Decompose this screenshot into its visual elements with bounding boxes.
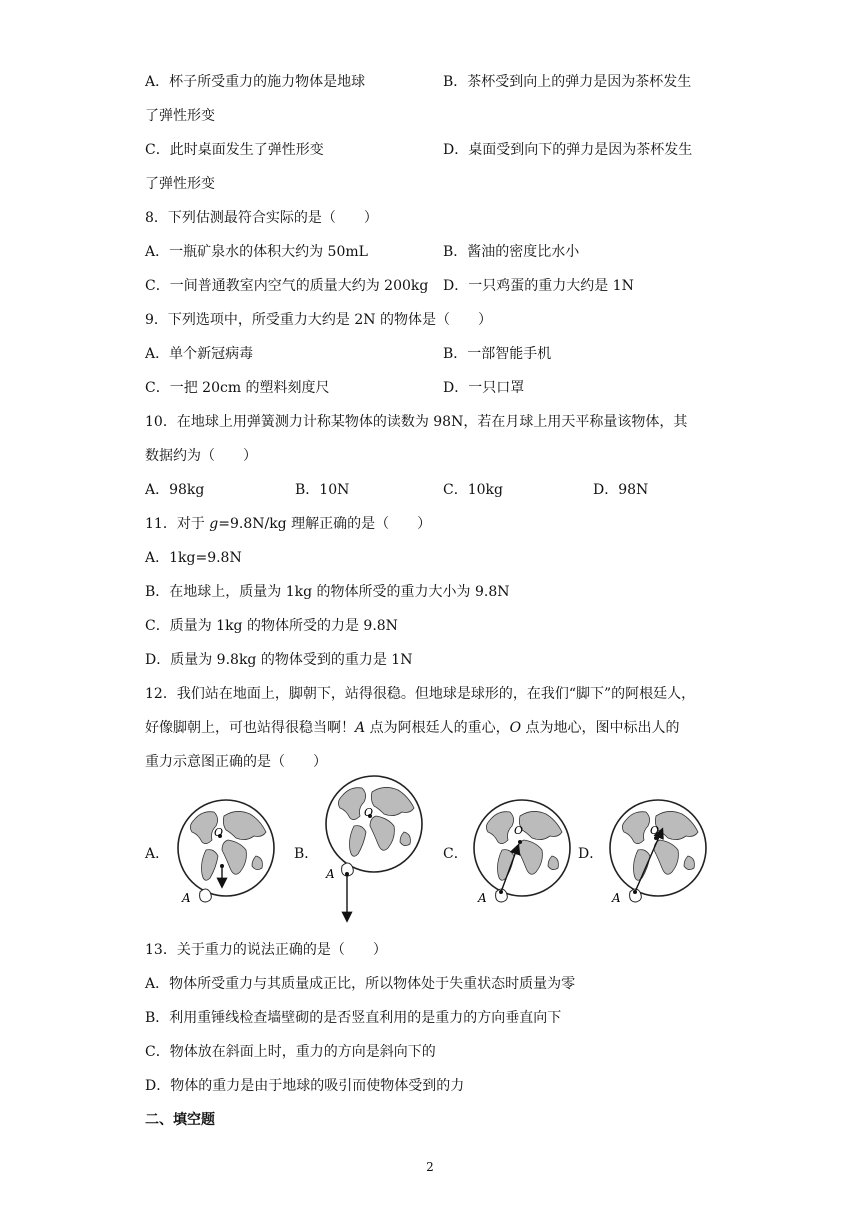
q12-stem-line1: 12．我们站在地面上，脚朝下，站得很稳。但地球是球形的，在我们“脚下”的阿根廷人， bbox=[145, 686, 696, 702]
q7-option-b-continued: 了弹性形变 bbox=[145, 108, 215, 124]
q12-stem2-pre: 好像脚朝上，可也站得很稳当啊！ bbox=[145, 720, 355, 736]
q12-option-a-label: A． bbox=[145, 846, 170, 862]
q12-b-point-a: A bbox=[326, 867, 335, 881]
q10-stem-line1: 10．在地球上用弹簧测力计称某物体的读数为 98N，若在月球上用天平称量该物体，其 bbox=[145, 414, 688, 430]
section-heading-fill-blank: 二、填空题 bbox=[145, 1112, 215, 1128]
q10-stem-line2: 数据约为（ ） bbox=[145, 448, 257, 464]
q10-option-a: A．98kg bbox=[145, 482, 205, 498]
q9-option-a: A．单个新冠病毒 bbox=[145, 346, 254, 362]
q8-option-a: A．一瓶矿泉水的体积大约为 50mL bbox=[145, 244, 368, 260]
q8-option-d: D．一只鸡蛋的重力大约是 1N bbox=[443, 278, 634, 294]
q12-stem-line3: 重力示意图正确的是（ ） bbox=[145, 754, 327, 770]
q12-option-c-figure bbox=[468, 794, 578, 918]
q7-option-c: C．此时桌面发生了弹性形变 bbox=[145, 142, 324, 158]
q12-stem2-a: A bbox=[355, 720, 366, 736]
q12-b-point-o: O bbox=[364, 806, 374, 819]
q12-stem2-post: 点为地心，图中标出人的 bbox=[521, 720, 680, 736]
q12-c-point-o: O bbox=[514, 824, 524, 837]
q7-option-a: A．杯子所受重力的施力物体是地球 bbox=[145, 74, 366, 90]
q12-option-b-label: B． bbox=[294, 846, 319, 862]
q12-option-b-figure bbox=[320, 770, 430, 934]
q11-option-c: C．质量为 1kg 的物体所受的力是 9.8N bbox=[145, 618, 398, 634]
q13-option-c: C．物体放在斜面上时，重力的方向是斜向下的 bbox=[145, 1044, 436, 1060]
q8-stem: 8．下列估测最符合实际的是（ ） bbox=[145, 210, 378, 226]
q12-a-point-o: O bbox=[214, 826, 224, 839]
q9-option-b: B．一部智能手机 bbox=[443, 346, 552, 362]
q11-option-a: A．1kg=9.8N bbox=[145, 550, 242, 566]
q13-option-d: D．物体的重力是由于地球的吸引而使物体受到的力 bbox=[145, 1078, 465, 1094]
q12-d-point-o: O bbox=[650, 824, 660, 837]
q10-option-c: C．10kg bbox=[443, 482, 503, 498]
q7-option-d: D．桌面受到向下的弹力是因为茶杯发生 bbox=[443, 142, 693, 158]
q12-stem-line2 bbox=[145, 718, 680, 738]
q12-a-point-a: A bbox=[182, 891, 191, 905]
q11-option-b: B．在地球上，质量为 1kg 的物体所受的重力大小为 9.8N bbox=[145, 584, 510, 600]
q8-option-b: B．酱油的密度比水小 bbox=[443, 244, 580, 260]
q13-option-a: A．物体所受重力与其质量成正比，所以物体处于失重状态时质量为零 bbox=[145, 976, 576, 992]
q13-stem: 13．关于重力的说法正确的是（ ） bbox=[145, 942, 387, 958]
q11-stem-var: g bbox=[209, 516, 219, 532]
q10-option-b: B．10N bbox=[295, 482, 350, 498]
q12-option-d-label: D． bbox=[578, 846, 604, 862]
q13-option-b: B．利用重锤线检查墙壁砌的是否竖直利用的是重力的方向垂直向下 bbox=[145, 1010, 562, 1026]
q11-option-d: D．质量为 9.8kg 的物体受到的重力是 1N bbox=[145, 652, 413, 668]
q9-option-c: C．一把 20cm 的塑料刻度尺 bbox=[145, 380, 330, 396]
page-number: 2 bbox=[426, 1160, 434, 1174]
q11-stem-post: =9.8N/kg 理解正确的是（ ） bbox=[218, 516, 432, 532]
q12-d-point-a: A bbox=[612, 891, 621, 905]
q12-option-d-figure bbox=[604, 794, 714, 918]
q12-c-point-a: A bbox=[478, 891, 487, 905]
q10-option-d: D．98N bbox=[593, 482, 649, 498]
q8-option-c: C．一间普通教室内空气的质量大约为 200kg bbox=[145, 278, 429, 294]
q12-option-c-label: C． bbox=[443, 846, 468, 862]
q7-option-d-continued: 了弹性形变 bbox=[145, 176, 215, 192]
q11-stem bbox=[145, 514, 431, 534]
q12-option-a-figure bbox=[172, 794, 282, 918]
q9-stem: 9．下列选项中，所受重力大约是 2N 的物体是（ ） bbox=[145, 312, 492, 328]
q7-option-b: B．茶杯受到向上的弹力是因为茶杯发生 bbox=[443, 74, 692, 90]
q12-stem2-o: O bbox=[509, 720, 522, 736]
q12-stem2-mid: 点为阿根廷人的重心， bbox=[365, 720, 510, 736]
q9-option-d: D．一只口罩 bbox=[443, 380, 525, 396]
q11-stem-pre: 11．对于 bbox=[145, 516, 210, 532]
